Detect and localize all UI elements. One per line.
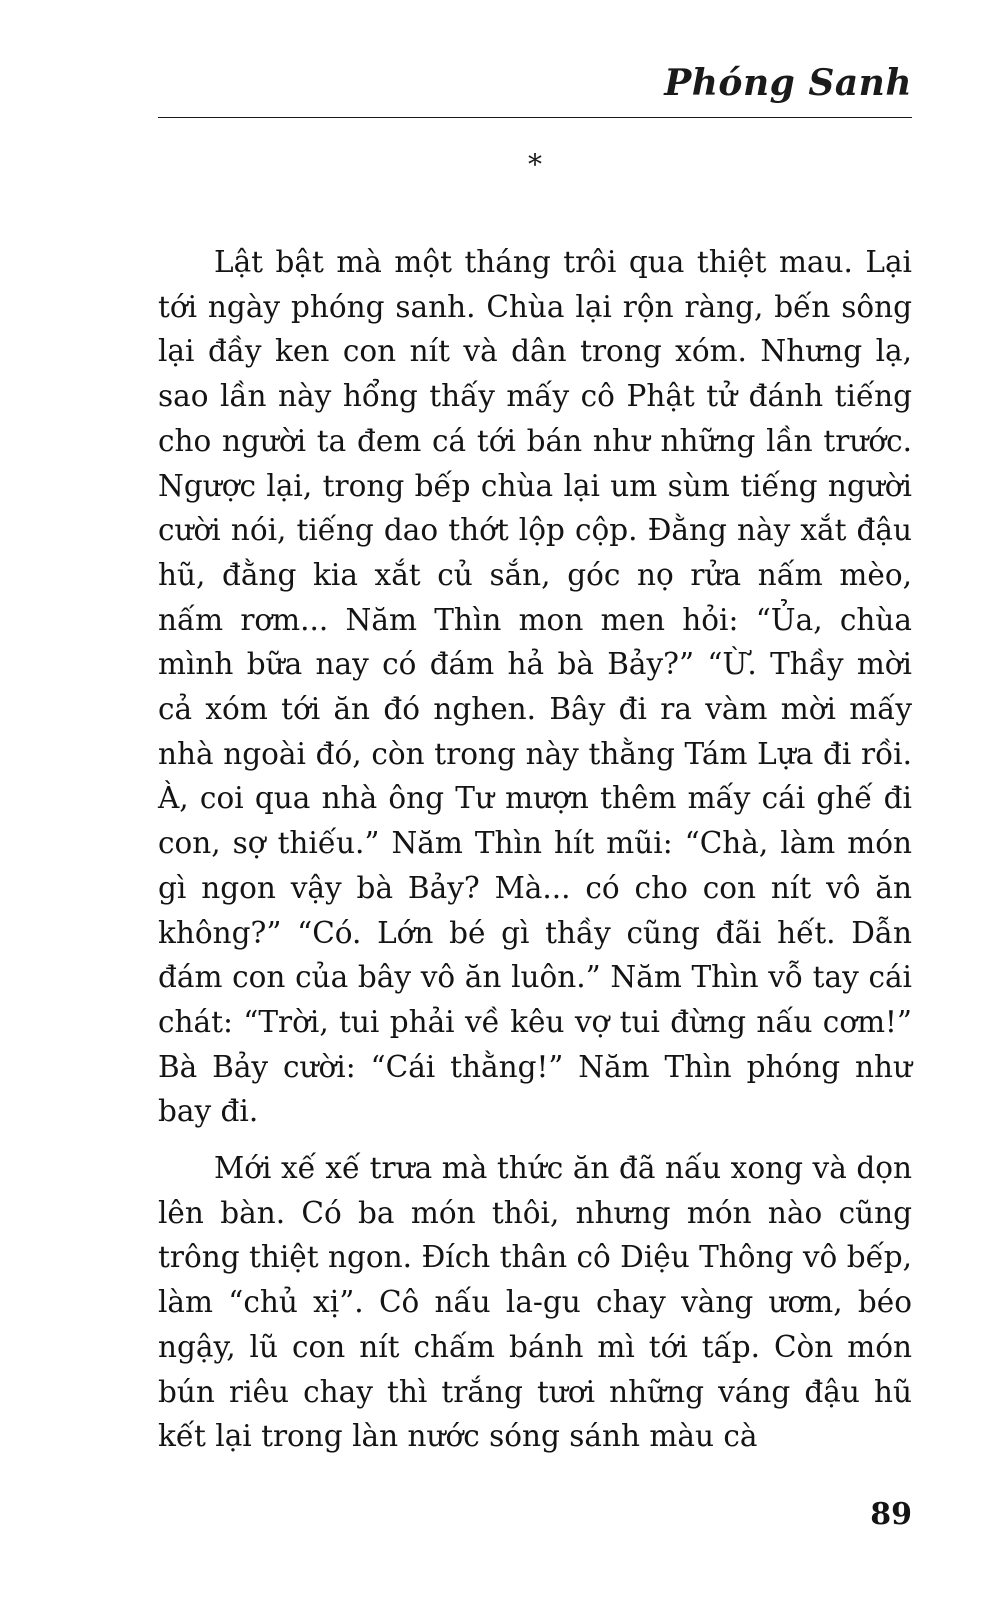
body-text bbox=[158, 240, 912, 1459]
header-rule bbox=[158, 117, 912, 118]
paragraph: Lật bật mà một tháng trôi qua thiệt mau. Lại tới ngày phóng sanh. Chùa lại rộn ràng, bến sông lại đầy ken con nít và dân trong xóm. Nhưng lạ, sao lần này hổng thấy mấy cô Phật tử đánh tiếng cho người ta đem cá tới bán như những lần trước. Ngược lại, trong bếp chùa lại um sùm tiếng người cười nói, tiếng dao thớt lộp cộp. Đằng này xắt đậu hũ, đằng kia xắt củ sắn, góc nọ rửa nấm mèo, nấm rơm... Năm Thìn mon men hỏi: “Ủa, chùa mình bữa nay có đám hả bà Bảy?” “Ừ. Thầy mời cả xóm tới ăn đó nghen. Bây đi ra vàm mời mấy nhà ngoài đó, còn trong này thằng Tám Lựa đi rồi. À, coi qua nhà ông Tư mượn thêm mấy cái ghế đi con, sợ thiếu.” Năm Thìn hít mũi: “Chà, làm món gì ngon vậy bà Bảy? Mà... có cho con nít vô ăn không?” “Có. Lớn bé gì thầy cũng đãi hết. Dẫn đám con của bây vô ăn luôn.” Năm Thìn vỗ tay cái chát: “Trời, tui phải về kêu vợ tui đừng nấu cơm!” Bà Bảy cười: “Cái thằng!” Năm Thìn phóng như bay đi. bbox=[158, 245, 912, 1129]
page-number: 89 bbox=[870, 1497, 912, 1532]
paragraph: Mới xế xế trưa mà thức ăn đã nấu xong và dọn lên bàn. Có ba món thôi, nhưng món nào cũng trông thiệt ngon. Đích thân cô Diệu Thông vô bếp, làm “chủ xị”. Cô nấu la-gu chay vàng ươm, béo ngậy, lũ con nít chấm bánh mì tới tấp. Còn món bún riêu chay thì trắng tươi những váng đậu hũ kết lại trong làn nước sóng sánh màu cà bbox=[158, 1151, 912, 1454]
section-break: * bbox=[528, 148, 542, 181]
running-head-title: Phóng Sanh bbox=[664, 62, 912, 104]
